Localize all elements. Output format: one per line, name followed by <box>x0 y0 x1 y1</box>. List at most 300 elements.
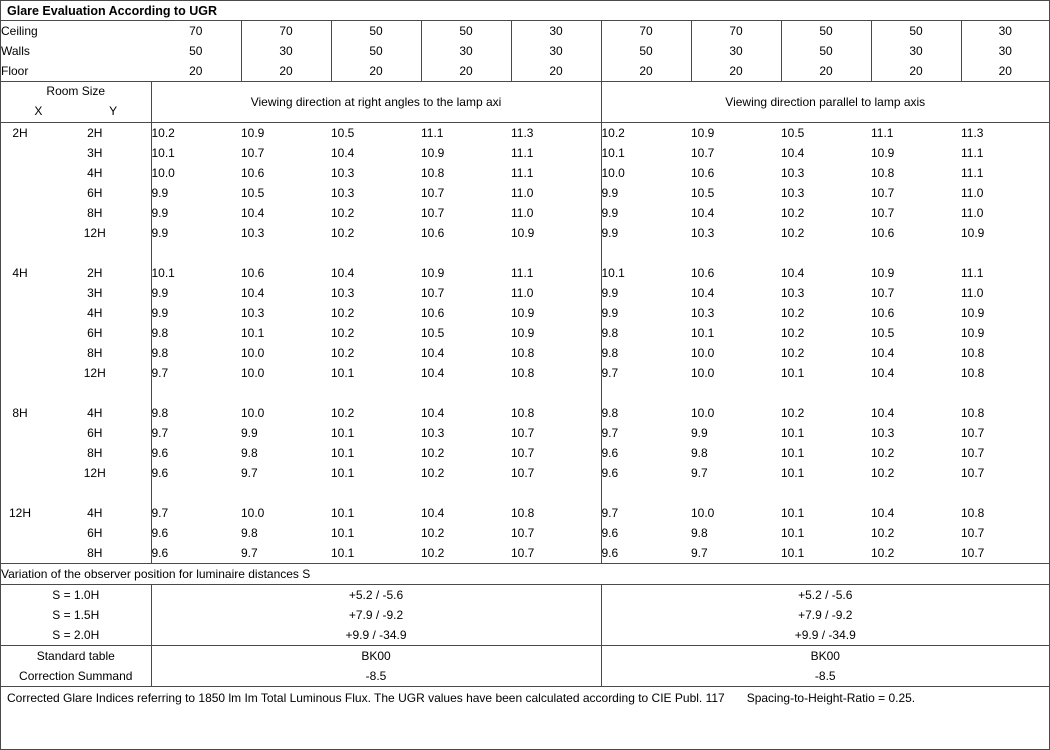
room-y: 4H <box>39 503 151 523</box>
ugr-value: 10.3 <box>691 306 715 320</box>
ugr-value: 10.2 <box>421 526 445 540</box>
table-row <box>1 443 1049 463</box>
ugr-value: 9.9 <box>151 206 169 220</box>
ugr-value: 10.6 <box>691 166 715 180</box>
ugr-value: 10.4 <box>421 366 445 380</box>
ugr-value: 9.8 <box>691 526 708 540</box>
ugr-value: 10.6 <box>421 226 445 240</box>
ugr-value: 10.4 <box>241 286 265 300</box>
ugr-value: 10.9 <box>961 326 985 340</box>
ugr-value: 10.6 <box>421 306 445 320</box>
ugr-value: 10.9 <box>871 146 895 160</box>
direction-header-parallel: Viewing direction parallel to lamp axis <box>601 82 1049 123</box>
ugr-value: 10.0 <box>691 406 715 420</box>
room-x: 4H <box>12 266 28 280</box>
ugr-value: 11.1 <box>511 263 601 283</box>
reflectance-ceiling-6: 70 <box>601 21 691 41</box>
ugr-value: 10.9 <box>241 126 265 140</box>
table-row <box>1 323 1049 343</box>
variation-value-parallel: +5.2 / -5.6 <box>798 588 853 602</box>
reflectance-floor-4: 20 <box>421 61 511 82</box>
variation-header: Variation of the observer position for luminaire distances S <box>1 564 1049 585</box>
ugr-value: 10.0 <box>241 346 265 360</box>
ugr-value: 10.8 <box>511 343 601 363</box>
table-row <box>1 523 1049 543</box>
ugr-value: 10.1 <box>331 446 355 460</box>
ugr-value: 9.7 <box>691 466 708 480</box>
room-size-header <box>1 82 151 123</box>
ugr-value: 10.3 <box>691 226 715 240</box>
reflectance-floor-6: 20 <box>601 61 691 82</box>
ugr-value: 10.5 <box>241 186 265 200</box>
ugr-value: 11.0 <box>511 283 601 303</box>
ugr-value: 10.5 <box>781 126 805 140</box>
ugr-value: 10.0 <box>691 506 715 520</box>
ugr-value: 10.9 <box>421 146 445 160</box>
ugr-value: 9.8 <box>691 446 708 460</box>
ugr-value: 10.1 <box>331 506 355 520</box>
ugr-value: 10.9 <box>691 126 715 140</box>
ugr-value: 10.4 <box>781 266 805 280</box>
room-size-x-label: X <box>34 104 43 118</box>
ugr-value: 9.6 <box>151 543 241 564</box>
reflectance-floor-3: 20 <box>331 61 421 82</box>
ugr-value: 10.6 <box>241 166 265 180</box>
ugr-value: 10.1 <box>691 326 715 340</box>
ugr-value: 10.3 <box>331 186 355 200</box>
ugr-value: 10.5 <box>421 326 445 340</box>
correction-summand-value-perpendicular: -8.5 <box>151 666 601 686</box>
ugr-value: 10.1 <box>331 366 355 380</box>
ugr-value: 10.0 <box>241 406 265 420</box>
ugr-value: 10.2 <box>781 206 805 220</box>
ugr-value: 10.2 <box>871 526 895 540</box>
ugr-value: 10.7 <box>421 206 445 220</box>
ugr-value: 11.3 <box>511 123 601 144</box>
ugr-value: 10.2 <box>781 406 805 420</box>
ugr-value: 10.7 <box>241 146 265 160</box>
ugr-value: 10.4 <box>871 506 895 520</box>
ugr-value: 10.4 <box>421 406 445 420</box>
ugr-value: 9.9 <box>151 306 169 320</box>
ugr-value: 9.8 <box>151 346 169 360</box>
table-row <box>1 143 1049 163</box>
ugr-value: 10.1 <box>241 326 265 340</box>
ugr-value: 10.8 <box>511 363 601 383</box>
room-x: 2H <box>12 126 28 140</box>
direction-header-perpendicular: Viewing direction at right angles to the lamp axi <box>151 82 601 123</box>
correction-summand-value-parallel: -8.5 <box>814 669 836 683</box>
ugr-value: 10.7 <box>691 146 715 160</box>
reflectance-floor-8: 20 <box>781 61 871 82</box>
table-row <box>1 543 1049 564</box>
ugr-value: 9.9 <box>151 226 169 240</box>
table-row <box>1 503 1049 523</box>
reflectance-ceiling-8: 50 <box>781 21 871 41</box>
table-row <box>1 163 1049 183</box>
ugr-value: 10.1 <box>331 426 355 440</box>
ugr-value: 10.8 <box>511 503 601 523</box>
ugr-value: 10.2 <box>331 206 355 220</box>
ugr-value: 10.4 <box>691 206 715 220</box>
ugr-value: 10.1 <box>151 266 175 280</box>
ugr-value: 9.6 <box>601 543 691 564</box>
table-row <box>1 625 1049 646</box>
variation-label: S = 1.0H <box>1 585 151 606</box>
table-row <box>1 605 1049 625</box>
variation-label: S = 2.0H <box>1 625 151 646</box>
ugr-value: 10.2 <box>421 543 511 564</box>
ugr-value: 9.7 <box>241 543 331 564</box>
ugr-value: 10.2 <box>871 466 895 480</box>
ugr-value: 10.7 <box>511 463 601 483</box>
ugr-value: 9.8 <box>601 406 619 420</box>
reflectance-ceiling-9: 50 <box>871 21 961 41</box>
ugr-value: 10.1 <box>331 466 355 480</box>
ugr-value: 10.7 <box>871 206 895 220</box>
ugr-value: 10.1 <box>781 466 805 480</box>
reflectance-ceiling-1: 70 <box>151 21 241 41</box>
table-row <box>1 41 1049 61</box>
ugr-value: 10.4 <box>421 506 445 520</box>
ugr-value: 10.1 <box>601 146 625 160</box>
reflectance-floor-2: 20 <box>241 61 331 82</box>
ugr-value: 10.1 <box>781 366 805 380</box>
ugr-value: 9.7 <box>601 366 619 380</box>
room-y: 3H <box>39 143 151 163</box>
ugr-value: 11.1 <box>511 143 601 163</box>
room-y: 6H <box>39 323 151 343</box>
group-spacer <box>1 383 1049 403</box>
table-row <box>1 343 1049 363</box>
table-row <box>1 423 1049 443</box>
ugr-value: 10.2 <box>781 346 805 360</box>
reflectance-floor-10: 20 <box>961 61 1049 82</box>
reflectance-ceiling-2: 70 <box>241 21 331 41</box>
table-row <box>1 646 1049 667</box>
footer-note <box>1 686 1049 714</box>
ugr-value: 10.4 <box>691 286 715 300</box>
reflectance-walls-9: 30 <box>871 41 961 61</box>
ugr-value: 10.9 <box>961 226 985 240</box>
room-x: 12H <box>8 506 31 520</box>
table-row <box>1 363 1049 383</box>
variation-label: S = 1.5H <box>1 605 151 625</box>
ugr-value: 10.6 <box>241 266 265 280</box>
reflectance-ceiling-4: 50 <box>421 21 511 41</box>
ugr-value: 10.6 <box>691 266 715 280</box>
ugr-value: 10.2 <box>331 406 355 420</box>
ugr-value: 10.1 <box>781 446 805 460</box>
ugr-value: 9.9 <box>601 206 619 220</box>
ugr-value: 10.4 <box>331 146 355 160</box>
standard-table-value-parallel: BK00 <box>810 649 840 663</box>
table-row <box>1 263 1049 283</box>
ugr-value: 10.3 <box>331 286 355 300</box>
ugr-value: 9.9 <box>601 286 619 300</box>
reflectance-ceiling-10: 30 <box>998 24 1012 38</box>
ugr-value: 9.9 <box>151 186 169 200</box>
ugr-value: 9.8 <box>241 526 258 540</box>
ugr-value: 10.3 <box>241 226 265 240</box>
ugr-value: 10.2 <box>421 466 445 480</box>
ugr-value: 10.7 <box>961 426 985 440</box>
ugr-value: 10.4 <box>781 146 805 160</box>
room-y: 2H <box>39 123 151 144</box>
reflectance-floor-9: 20 <box>871 61 961 82</box>
ugr-value: 10.0 <box>691 346 715 360</box>
ugr-value: 9.6 <box>151 526 169 540</box>
reflectance-floor-1: 20 <box>151 61 241 82</box>
table-row <box>1 303 1049 323</box>
ugr-value: 10.0 <box>241 506 265 520</box>
group-spacer <box>1 243 1049 263</box>
ugr-value: 10.7 <box>961 466 985 480</box>
variation-value-parallel: +9.9 / -34.9 <box>601 625 1049 646</box>
table-row <box>1 403 1049 423</box>
room-y: 8H <box>39 443 151 463</box>
ugr-value: 10.7 <box>511 523 601 543</box>
ugr-value: 10.2 <box>871 543 961 564</box>
ugr-value: 11.3 <box>961 126 984 140</box>
ugr-value: 9.7 <box>601 506 619 520</box>
ugr-value: 10.7 <box>871 286 895 300</box>
footer-text: Corrected Glare Indices referring to 1850 lm Im Total Luminous Flux. The UGR values have been calculated according to CIE Publ. 117 <box>7 691 725 705</box>
ugr-value: 10.2 <box>781 226 805 240</box>
ugr-value: 11.1 <box>961 266 984 280</box>
variation-value-parallel: +7.9 / -9.2 <box>798 608 853 622</box>
variation-header-row <box>1 564 1049 585</box>
standard-table-label: Standard table <box>1 646 151 667</box>
reflectance-walls-2: 30 <box>241 41 331 61</box>
ugr-value: 9.8 <box>601 326 619 340</box>
ugr-value: 10.0 <box>241 366 265 380</box>
table-row <box>1 123 1049 144</box>
ugr-value: 10.5 <box>331 126 355 140</box>
ugr-value: 9.9 <box>691 426 708 440</box>
reflectance-walls-10: 30 <box>998 44 1012 58</box>
footer-spacing-ratio: Spacing-to-Height-Ratio = 0.25. <box>746 691 916 705</box>
correction-summand-label: Correction Summand <box>1 666 151 686</box>
ugr-value: 9.9 <box>601 226 619 240</box>
ugr-value: 10.7 <box>421 286 445 300</box>
ugr-value: 11.0 <box>511 183 601 203</box>
ugr-value: 10.4 <box>871 346 895 360</box>
room-y: 12H <box>39 223 151 243</box>
ugr-value: 10.7 <box>961 526 985 540</box>
reflectance-ceiling-7: 70 <box>691 21 781 41</box>
ugr-value: 9.9 <box>241 426 258 440</box>
ugr-value: 10.8 <box>961 346 985 360</box>
ugr-value: 10.7 <box>421 186 445 200</box>
table-row <box>1 21 1049 41</box>
ugr-value: 9.7 <box>601 426 619 440</box>
ugr-value: 10.2 <box>781 326 805 340</box>
reflectance-walls-8: 50 <box>781 41 871 61</box>
room-y: 12H <box>39 363 151 383</box>
ugr-value: 10.9 <box>511 223 601 243</box>
ugr-value: 9.6 <box>601 446 619 460</box>
ugr-value: 10.2 <box>331 226 355 240</box>
ugr-value: 11.1 <box>871 126 894 140</box>
table-row <box>1 183 1049 203</box>
variation-value-perpendicular: +5.2 / -5.6 <box>151 585 601 606</box>
ugr-value: 9.9 <box>151 286 169 300</box>
ugr-value: 9.9 <box>601 306 619 320</box>
ugr-value: 9.6 <box>601 526 619 540</box>
room-y: 4H <box>39 403 151 423</box>
ugr-value: 10.3 <box>781 166 805 180</box>
room-y: 8H <box>39 343 151 363</box>
table-row <box>1 203 1049 223</box>
ugr-value: 11.1 <box>421 126 444 140</box>
ugr-value: 10.2 <box>421 446 445 460</box>
room-y: 6H <box>39 423 151 443</box>
room-size-y-label: Y <box>109 104 118 118</box>
ugr-value: 9.7 <box>691 543 781 564</box>
ugr-value: 11.0 <box>511 203 601 223</box>
ugr-value: 10.4 <box>331 266 355 280</box>
ugr-value: 9.8 <box>151 406 169 420</box>
ugr-value: 10.6 <box>871 306 895 320</box>
ugr-value: 10.4 <box>871 406 895 420</box>
reflectance-label-walls: Walls <box>1 44 30 58</box>
room-y: 2H <box>39 263 151 283</box>
ugr-value: 10.9 <box>511 323 601 343</box>
ugr-value: 10.4 <box>871 366 895 380</box>
room-y: 4H <box>39 163 151 183</box>
ugr-value: 10.3 <box>871 426 895 440</box>
ugr-value: 10.5 <box>871 326 895 340</box>
ugr-value: 10.1 <box>331 526 355 540</box>
ugr-value: 10.4 <box>421 346 445 360</box>
ugr-value: 10.4 <box>241 206 265 220</box>
ugr-value: 10.7 <box>961 543 1049 564</box>
ugr-value: 10.9 <box>961 306 985 320</box>
group-spacer <box>1 483 1049 503</box>
ugr-value: 10.1 <box>781 543 871 564</box>
ugr-value: 11.1 <box>961 166 984 180</box>
reflectance-label-ceiling: Ceiling <box>1 24 38 38</box>
reflectance-walls-4: 30 <box>421 41 511 61</box>
ugr-value: 10.2 <box>871 446 895 460</box>
ugr-value: 10.8 <box>961 506 985 520</box>
ugr-table <box>1 21 1049 686</box>
reflectance-walls-1: 50 <box>151 41 241 61</box>
ugr-value: 10.2 <box>781 306 805 320</box>
page-title: Glare Evaluation According to UGR <box>1 1 1049 21</box>
ugr-value: 10.6 <box>871 226 895 240</box>
ugr-value: 10.7 <box>511 543 601 564</box>
ugr-value: 10.1 <box>151 146 175 160</box>
room-y: 6H <box>39 183 151 203</box>
ugr-value: 10.8 <box>421 166 445 180</box>
ugr-value: 10.2 <box>601 126 625 140</box>
variation-value-perpendicular: +7.9 / -9.2 <box>151 605 601 625</box>
ugr-value: 10.5 <box>691 186 715 200</box>
ugr-value: 10.1 <box>781 526 805 540</box>
ugr-value: 10.0 <box>151 166 175 180</box>
ugr-value: 9.6 <box>151 466 169 480</box>
ugr-value: 10.3 <box>781 186 805 200</box>
ugr-value: 9.6 <box>601 466 619 480</box>
ugr-value: 11.0 <box>961 286 984 300</box>
ugr-value: 11.0 <box>961 186 984 200</box>
room-y: 3H <box>39 283 151 303</box>
ugr-value: 10.7 <box>871 186 895 200</box>
room-y: 12H <box>39 463 151 483</box>
reflectance-floor-7: 20 <box>691 61 781 82</box>
ugr-value: 10.2 <box>151 126 175 140</box>
ugr-value: 10.8 <box>961 406 985 420</box>
ugr-value: 10.1 <box>781 426 805 440</box>
ugr-value: 11.1 <box>961 146 984 160</box>
room-y: 8H <box>39 203 151 223</box>
ugr-value: 9.7 <box>151 366 169 380</box>
ugr-value: 10.2 <box>331 326 355 340</box>
reflectance-walls-3: 50 <box>331 41 421 61</box>
table-row <box>1 61 1049 82</box>
room-size-title: Room Size <box>46 84 106 98</box>
ugr-value: 10.7 <box>511 443 601 463</box>
ugr-value: 10.3 <box>331 166 355 180</box>
table-row <box>1 283 1049 303</box>
table-row <box>1 666 1049 686</box>
ugr-value: 10.8 <box>961 366 985 380</box>
reflectance-walls-7: 30 <box>691 41 781 61</box>
ugr-value: 9.9 <box>601 186 619 200</box>
ugr-value: 10.2 <box>331 306 355 320</box>
ugr-value: 11.1 <box>511 163 601 183</box>
ugr-value: 9.8 <box>241 446 258 460</box>
reflectance-walls-5: 30 <box>511 41 601 61</box>
reflectance-ceiling-5: 30 <box>511 21 601 41</box>
ugr-value: 10.3 <box>781 286 805 300</box>
ugr-value: 10.7 <box>511 423 601 443</box>
reflectance-ceiling-3: 50 <box>331 21 421 41</box>
ugr-value: 10.8 <box>511 403 601 423</box>
ugr-value: 10.2 <box>331 346 355 360</box>
ugr-value: 10.9 <box>421 266 445 280</box>
ugr-value: 9.8 <box>151 326 169 340</box>
ugr-value: 10.3 <box>241 306 265 320</box>
table-row <box>1 223 1049 243</box>
room-size-header-row <box>1 82 1049 123</box>
ugr-value: 10.3 <box>421 426 445 440</box>
ugr-value: 10.1 <box>781 506 805 520</box>
table-row <box>1 463 1049 483</box>
ugr-value: 9.7 <box>151 426 169 440</box>
ugr-value: 9.6 <box>151 446 169 460</box>
ugr-value: 10.0 <box>691 366 715 380</box>
ugr-value: 10.8 <box>871 166 895 180</box>
room-y: 8H <box>39 543 151 564</box>
room-x: 8H <box>12 406 28 420</box>
variation-value-perpendicular: +9.9 / -34.9 <box>151 625 601 646</box>
ugr-value: 10.9 <box>511 303 601 323</box>
reflectance-walls-6: 50 <box>601 41 691 61</box>
reflectance-floor-5: 20 <box>511 61 601 82</box>
ugr-value: 9.7 <box>241 466 258 480</box>
ugr-value: 9.7 <box>151 506 169 520</box>
table-row <box>1 585 1049 606</box>
ugr-value: 11.0 <box>961 206 984 220</box>
room-y: 6H <box>39 523 151 543</box>
ugr-value: 10.1 <box>331 543 421 564</box>
standard-table-value-perpendicular: BK00 <box>151 646 601 667</box>
ugr-value: 9.8 <box>601 346 619 360</box>
ugr-value: 10.7 <box>961 446 985 460</box>
